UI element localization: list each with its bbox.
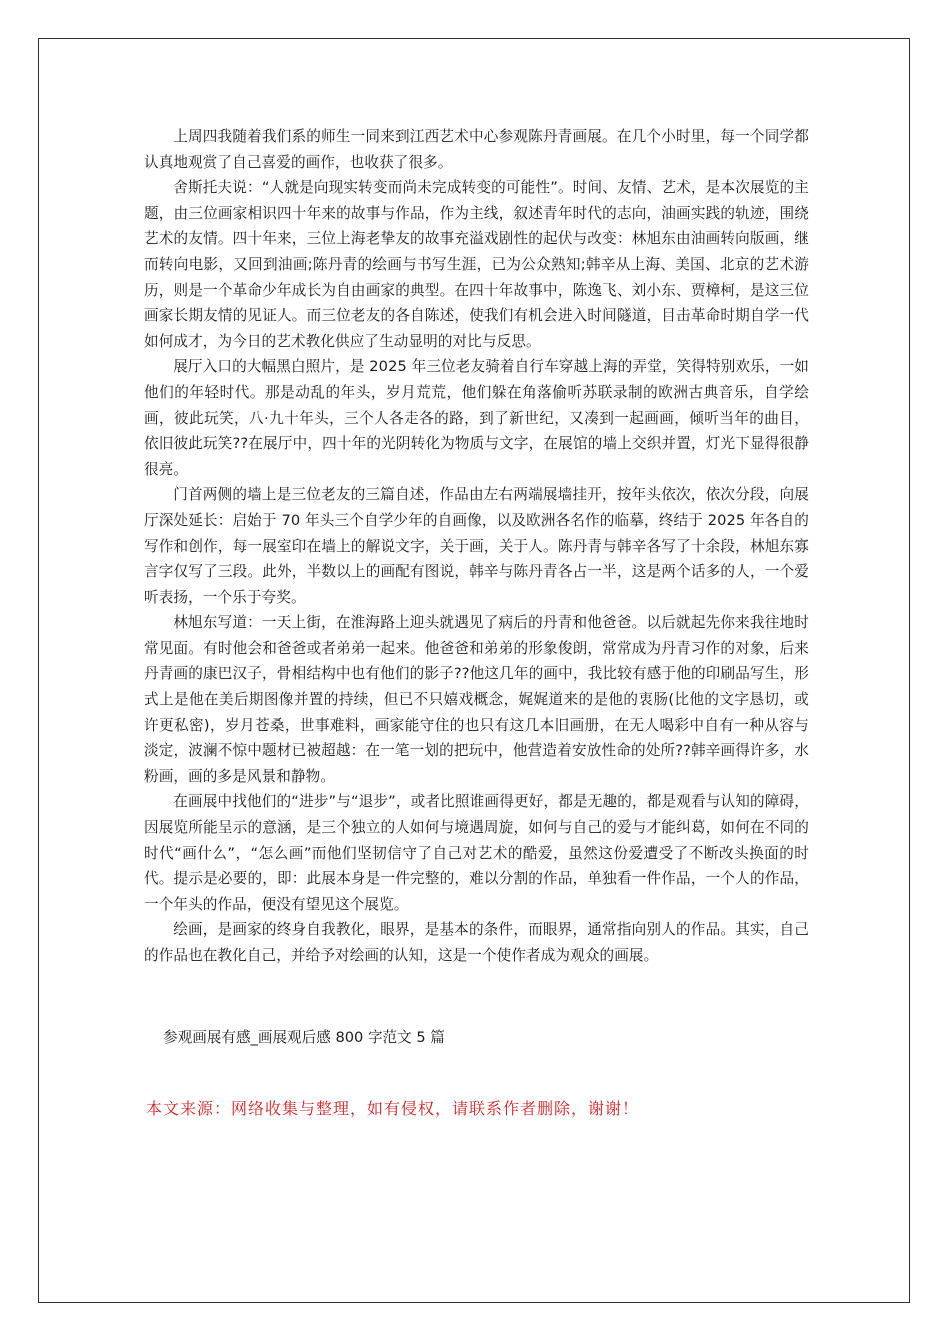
article-body bbox=[144, 124, 809, 969]
paragraph-1: 上周四我随着我们系的师生一同来到江西艺术中心参观陈丹青画展。在几个小时里，每一个同学都认真地观赏了自己喜爱的画作，也收获了很多。 bbox=[144, 128, 809, 171]
paragraph-3: 展厅入口的大幅黑白照片，是 2025 年三位老友骑着自行车穿越上海的弄堂，笑得特别欢乐，一如他们的年轻时代。那是动乱的年头，岁月荒荒，他们躲在角落偷听苏联录制的欧洲古典音乐，自学绘画，彼此玩笑，八·九十年头，三个人各走各的路，到了新世纪，又凑到一起画画，倾听当年的曲目，依旧彼此玩笑??在展厅中，四十年的光阴转化为物质与文字，在展馆的墙上交织并置，灯光下显得很静很亮。 bbox=[144, 358, 809, 478]
paragraph-6: 在画展中找他们的“进步”与“退步”，或者比照谁画得更好，都是无趣的，都是观看与认知的障碍，因展览所能呈示的意涵，是三个独立的人如何与境遇周旋，如何与自己的爱与才能纠葛，如何在不同的时代“画什么”，“怎么画”而他们坚韧信守了自己对艺术的酷爱，虽然这份爱遭受了不断改头换面的时代。提示是必要的，即：此展本身是一件完整的，难以分割的作品，单独看一件作品，一个人的作品，一个年头的作品，便没有望见这个展览。 bbox=[144, 793, 809, 913]
document-title-footer: 参观画展有感_画展观后感 800 字范文 5 篇 bbox=[163, 1029, 445, 1046]
paragraph-4: 门首两侧的墙上是三位老友的三篇自述，作品由左右两端展墙挂开，按年头依次，依次分段，向展厅深处延长：启始于 70 年头三个自学少年的自画像，以及欧洲各名作的临摹，终结于 2025 年各自的写作和创作，每一展室印在墙上的解说文字，关于画，关于人。陈丹青与韩辛各写了十余段，林旭东寡言字仅写了三段。此外，半数以上的画配有图说，韩辛与陈丹青各占一半，这是两个话多的人，一个爱听表扬，一个乐于夸奖。 bbox=[144, 486, 809, 606]
paragraph-2: 舍斯托夫说：“人就是向现实转变而尚未完成转变的可能性”。时间、友情、艺术，是本次展览的主题，由三位画家相识四十年来的故事与作品，作为主线，叙述青年时代的志向，油画实践的轨迹，围绕艺术的友情。四十年来，三位上海老挚友的故事充溢戏剧性的起伏与改变：林旭东由油画转向版画，继而转向电影，又回到油画;陈丹青的绘画与书写生涯，已为公众熟知;韩辛从上海、美国、北京的艺术游历，则是一个革命少年成长为自由画家的典型。在四十年故事中，陈逸飞、刘小东、贾樟柯，是这三位画家长期友情的见证人。而三位老友的各自陈述，使我们有机会进入时间隧道，目击革命时期自学一代如何成才，为今日的艺术教化供应了生动显明的对比与反思。 bbox=[144, 179, 809, 350]
source-disclaimer: 本文来源：网络收集与整理，如有侵权，请联系作者删除，谢谢！ bbox=[146, 1099, 640, 1118]
paragraph-7: 绘画，是画家的终身自我教化，眼界，是基本的条件，而眼界，通常指向别人的作品。其实，自己的作品也在教化自己，并给予对绘画的认知，这是一个使作者成为观众的画展。 bbox=[144, 921, 809, 964]
paragraph-5: 林旭东写道：一天上街，在淮海路上迎头就遇见了病后的丹青和他爸爸。以后就起先你来我往地时常见面。有时他会和爸爸或者弟弟一起来。他爸爸和弟弟的形象俊朗，常常成为丹青习作的对象，后来丹青画的康巴汉子，骨相结构中也有他们的影子??他这几年的画中，我比较有感于他的印刷品写生，形式上是他在美后期图像并置的持续，但已不只嬉戏概念，娓娓道来的是他的衷肠(比他的文字恳切，或许更私密)，岁月苍桑，世事难料，画家能守住的也只有这几本旧画册，在无人喝彩中自有一种从容与淡定，波澜不惊中题材已被超越：在一笔一划的把玩中，他营造着安放性命的处所??韩辛画得许多，水粉画，画的多是风景和静物。 bbox=[144, 614, 809, 785]
